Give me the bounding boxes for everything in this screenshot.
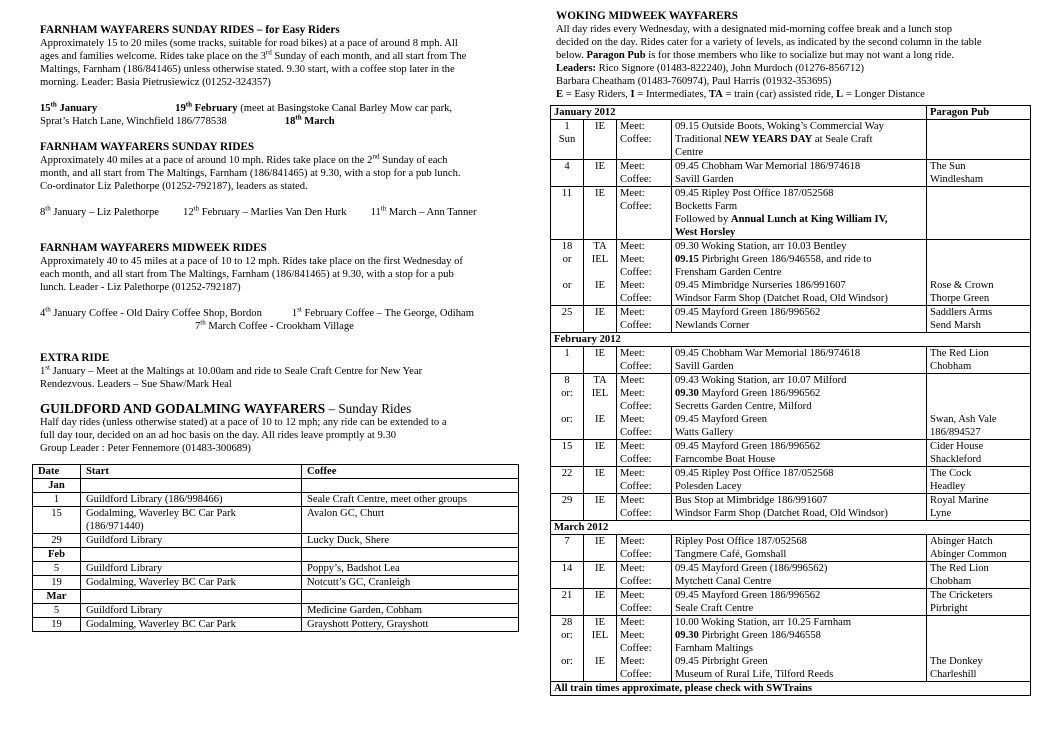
table-row: or: IEL Meet: 09.30 Mayford Green 186/996562 — [551, 387, 1031, 400]
table-row: 21 IE Meet: 09.45 Mayford Green 186/996562 The Cricketers — [551, 589, 1031, 603]
table-row: Coffee: Polesden Lacey Headley — [551, 480, 1031, 494]
ride-start — [81, 507, 302, 534]
table-row: 7 IE Meet: Ripley Post Office 187/052568 Abinger Hatch — [551, 535, 1031, 549]
farnham-sunday-desc-2: ages and families welcome. Rides take place on the 3rd Sunday of each month, and all start from The — [40, 48, 467, 62]
table-row: Coffee: Windsor Farm Shop (Datchet Road, Old Windsor) Lyne — [551, 507, 1031, 521]
table-row: 1 IE Meet: 09.45 Chobham War Memorial 186/974618 The Red Lion — [551, 347, 1031, 361]
ride-date: 19 — [33, 576, 81, 590]
ride-start: Guildford Library — [81, 534, 302, 548]
table-row: Coffee: Mytchett Canal Centre Chobham — [551, 575, 1031, 589]
table-row — [33, 562, 519, 576]
farnham-sunday2-desc-1: Approximately 40 miles at a pace of around 10 mph. Rides take place on the 2nd Sunday of each — [40, 152, 448, 166]
farnham-sunday2-leaders: 8th January – Liz Palethorpe 12th February – Marlies Van Den Hurk 11th March – Ann Tanner — [40, 204, 477, 218]
table-row: 25 IE Meet: 09.45 Mayford Green 186/996562 Saddlers Arms — [551, 306, 1031, 320]
farnham-midweek-desc-1: Approximately 40 to 45 miles at a pace of 10 to 12 mph. Rides take place on the first Wednesday of — [40, 256, 463, 267]
ride-start: Godalming, Waverley BC Car Park — [81, 618, 302, 632]
table-row: 18 TA Meet: 09.30 Woking Station, arr 10.03 Bentley — [551, 240, 1031, 254]
table-row — [33, 507, 519, 534]
table-row — [33, 618, 519, 632]
table-row: 4 IE Meet: 09.45 Chobham War Memorial 186/974618 The Sun — [551, 160, 1031, 174]
farnham-sunday2-desc-3: Co-ordinator Liz Palethorpe (01252-792187), leaders as stated. — [40, 181, 308, 192]
ride-start: Guildford Library (186/998466) — [81, 493, 302, 507]
table-row — [33, 604, 519, 618]
farnham-sunday2-title: FARNHAM WAYFARERS SUNDAY RIDES — [40, 141, 255, 153]
farnham-midweek-desc-3: lunch. Leader - Liz Palethorpe (01252-792187) — [40, 282, 241, 293]
month-row: February 2012 — [551, 333, 1031, 347]
ride-date: 29 — [33, 534, 81, 548]
guildford-desc-1: Half day rides (unless otherwise stated) at a pace of 10 to 12 mph; any ride can be extended to a — [40, 417, 447, 428]
table-row: Coffee: Newlands Corner Send Marsh — [551, 319, 1031, 333]
table-row: 8 TA Meet: 09.43 Woking Station, arr 10.07 Milford — [551, 374, 1031, 388]
month-label: Jan — [33, 479, 81, 493]
table-row: West Horsley — [551, 226, 1031, 240]
ride-start: Godalming, Waverley BC Car Park — [81, 576, 302, 590]
ride-date: 15 — [33, 507, 81, 534]
ride-start-grid-ref: (186/971440) — [86, 521, 144, 532]
extra-ride-title: EXTRA RIDE — [40, 352, 110, 364]
left-column — [40, 0, 518, 455]
table-row: 11 IE Meet: 09.45 Ripley Post Office 187/052568 — [551, 187, 1031, 201]
footer-note: All train times approximate, please check with SWTrains — [551, 682, 1031, 696]
table-row: Coffee: Seale Craft Centre Pirbright — [551, 602, 1031, 616]
table-row — [33, 493, 519, 507]
table-row: Sun Coffee: Traditional NEW YEARS DAY at Seale Craft — [551, 133, 1031, 146]
woking-desc-5: Barbara Cheatham (01483-760974), Paul Harris (01932-353695) — [556, 76, 832, 87]
column-header-pub: Paragon Pub — [927, 106, 1031, 120]
table-row: 1 IE Meet: 09.15 Outside Boots, Woking’s Commercial Way — [551, 120, 1031, 134]
ride-start: Guildford Library — [81, 562, 302, 576]
table-row: or IE Meet: 09.45 Mimbridge Nurseries 186/991607 Rose & Crown — [551, 279, 1031, 292]
table-row: 28 IE Meet: 10.00 Woking Station, arr 10.25 Farnham — [551, 616, 1031, 630]
farnham-midweek-coffee-2: 7th March Coffee - Crookham Village — [195, 318, 354, 332]
table-row: 22 IE Meet: 09.45 Ripley Post Office 187/052568 The Cock — [551, 467, 1031, 481]
table-header-row — [551, 106, 1031, 120]
ride-date: 1 — [33, 493, 81, 507]
guildford-rides-table — [32, 464, 519, 632]
ride-date: 5 — [33, 562, 81, 576]
ride-coffee: Seale Craft Centre, meet other groups — [302, 493, 519, 507]
table-row: or IEL Meet: 09.15 Pirbright Green 186/946558, and ride to — [551, 253, 1031, 266]
table-row: Coffee: Savill Garden Windlesham — [551, 173, 1031, 187]
table-row: Coffee: Windsor Farm Shop (Datchet Road, Old Windsor) Thorpe Green — [551, 292, 1031, 306]
table-row: 29 IE Meet: Bus Stop at Mimbridge 186/991607 Royal Marine — [551, 494, 1031, 508]
column-header-start: Start — [81, 465, 302, 479]
woking-title: WOKING MIDWEEK WAYFARERS — [556, 10, 738, 22]
farnham-sunday-dates: 15th January 19th February (meet at Basingstoke Canal Barley Mow car park, — [40, 100, 453, 114]
table-row: Coffee: Tangmere Café, Gomshall Abinger Common — [551, 548, 1031, 562]
ride-coffee: Avalon GC, Churt — [302, 507, 519, 534]
table-footer-row — [551, 682, 1031, 696]
farnham-sunday-title: FARNHAM WAYFARERS SUNDAY RIDES – for Easy Riders — [40, 24, 340, 36]
ride-coffee: Medicine Garden, Cobham — [302, 604, 519, 618]
ride-coffee: Poppy’s, Badshot Lea — [302, 562, 519, 576]
table-row: or: IEL Meet: 09.30 Pirbright Green 186/946558 — [551, 629, 1031, 642]
guildford-desc-3: Group Leader : Peter Fennemore (01483-300689) — [40, 443, 251, 454]
month-label: Mar — [33, 590, 81, 604]
table-row: Coffee: Watts Gallery 186/894527 — [551, 426, 1031, 440]
month-header: January 2012 — [551, 106, 927, 120]
ride-date: 19 — [33, 618, 81, 632]
column-header-coffee: Coffee — [302, 465, 519, 479]
table-row: 14 IE Meet: 09.45 Mayford Green (186/996562) The Red Lion — [551, 562, 1031, 576]
farnham-midweek-coffee: 4th January Coffee - Old Dairy Coffee Shop, Bordon 1st February Coffee – The George, Odiham — [40, 305, 474, 319]
farnham-midweek-desc-2: each month, and all start from The Maltings, Farnham (186/841465) at 9.30, with a stop for a pub — [40, 269, 454, 280]
extra-ride-desc-1: 1st January – Meet at the Maltings at 10.00am and ride to Seale Craft Centre for New Year — [40, 363, 423, 377]
month-row — [33, 479, 519, 493]
woking-desc-2: decided on the day. Rides cater for a variety of levels, as indicated by the second column in the table — [556, 37, 982, 48]
table-row: Coffee: Savill Garden Chobham — [551, 360, 1031, 374]
right-column — [556, 0, 1030, 101]
extra-ride-desc-2: Rendezvous. Leaders – Sue Shaw/Mark Heal — [40, 379, 232, 390]
ride-date: 5 — [33, 604, 81, 618]
guildford-desc-2: full day tour, decided on an ad hoc basis on the day. All rides leave promptly at 9.30 — [40, 430, 397, 441]
table-row: or: IE Meet: 09.45 Mayford Green Swan, Ash Vale — [551, 413, 1031, 426]
farnham-sunday-desc-1: Approximately 15 to 20 miles (some tracks, suitable for road bikes) at a pace of around 8 mph. All — [40, 38, 458, 49]
ride-coffee: Grayshott Pottery, Grayshott — [302, 618, 519, 632]
woking-rides-table — [550, 105, 1031, 696]
table-header-row — [33, 465, 519, 479]
farnham-sunday-desc-4: morning. Leader: Basia Pietrusiewicz (01252-324357) — [40, 77, 271, 88]
farnham-sunday-dates-2: Sprat’s Hatch Lane, Winchfield 186/778538 18th March — [40, 113, 335, 127]
ride-start: Guildford Library — [81, 604, 302, 618]
table-row: 15 IE Meet: 09.45 Mayford Green 186/996562 Cider House — [551, 440, 1031, 454]
ride-coffee: Notcutt’s GC, Cranleigh — [302, 576, 519, 590]
table-row: Coffee: Bocketts Farm — [551, 200, 1031, 213]
month-row — [33, 590, 519, 604]
woking-desc-6: E = Easy Riders, I = Intermediates, TA = train (car) assisted ride, L = Longer Distance — [556, 89, 925, 100]
guildford-title: GUILDFORD AND GODALMING WAYFARERS – Sunday Rides — [40, 401, 412, 416]
table-row: or: IE Meet: 09.45 Pirbright Green The Donkey — [551, 655, 1031, 668]
table-row: Centre — [551, 146, 1031, 160]
table-row: Coffee: Farnham Maltings — [551, 642, 1031, 655]
table-row — [33, 576, 519, 590]
woking-desc-4: Leaders: Rico Signore (01483-822240), John Murdoch (01276-856712) — [556, 63, 865, 74]
table-row: Coffee: Farncombe Boat House Shackleford — [551, 453, 1031, 467]
table-row: Coffee: Museum of Rural Life, Tilford Reeds Charleshill — [551, 668, 1031, 682]
ride-coffee: Lucky Duck, Shere — [302, 534, 519, 548]
table-row: Coffee: Secretts Garden Centre, Milford — [551, 400, 1031, 413]
woking-desc-1: All day rides every Wednesday, with a designated mid-morning coffee break and a lunch stop — [556, 24, 953, 35]
ride-start-line: Godalming, Waverley BC Car Park — [86, 508, 236, 519]
month-label: Feb — [33, 548, 81, 562]
month-row: March 2012 — [551, 521, 1031, 535]
table-row: Followed by Annual Lunch at King William IV, — [551, 213, 1031, 226]
table-row — [33, 534, 519, 548]
farnham-sunday2-desc-2: month, and all start from The Maltings, Farnham (186/841465) at 9.30, with a stop for a pub lunch. — [40, 168, 461, 179]
farnham-sunday-desc-3: Maltings, Farnham (186/841465) unless otherwise stated. 9.30 start, with a coffee stop later in the — [40, 64, 455, 75]
month-row — [33, 548, 519, 562]
woking-desc-3: below. Paragon Pub is for those members who like to socialize but may not want a long ride. — [556, 50, 954, 61]
table-row: Coffee: Frensham Garden Centre — [551, 266, 1031, 279]
column-header-date: Date — [33, 465, 81, 479]
farnham-midweek-title: FARNHAM WAYFARERS MIDWEEK RIDES — [40, 242, 267, 254]
